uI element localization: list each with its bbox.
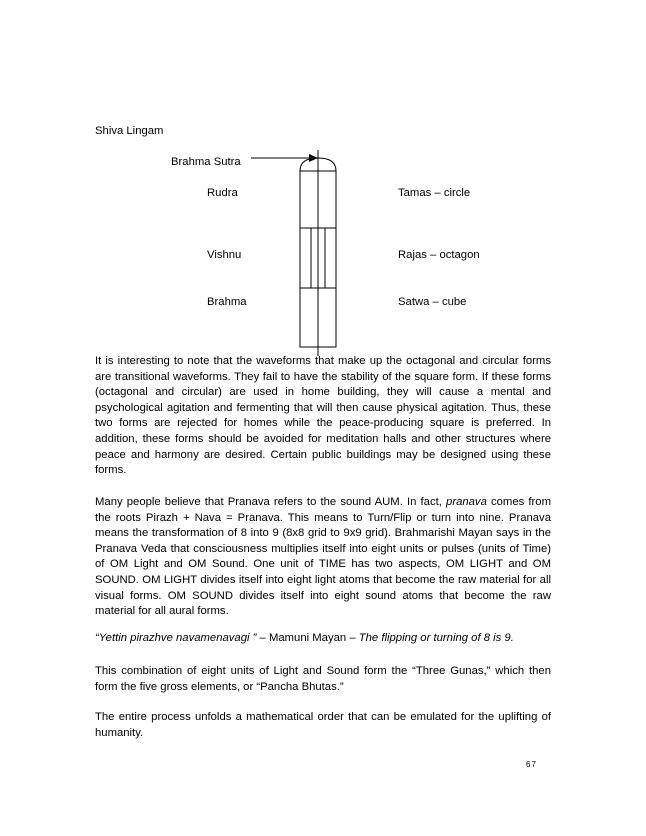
quote-tamil: “Yettin pirazhve navamenavagi ” (95, 632, 257, 644)
paragraph-mathematical-order (95, 710, 551, 741)
quote-line (95, 631, 551, 647)
right-label-tamas: Tamas – circle (398, 187, 471, 199)
right-label-rajas: Rajas – octagon (398, 249, 480, 261)
right-label-satwa: Satwa – cube (398, 296, 467, 308)
pranava-text-start: Many people believe that Pranava refers to the sound AUM. In fact, (95, 496, 447, 508)
page-number: 67 (526, 760, 537, 769)
left-label-vishnu: Vishnu (207, 249, 242, 261)
paragraph-three-gunas (95, 664, 551, 695)
quote-attribution: – Mamuni Mayan – (256, 632, 359, 644)
paragraph-waveforms-text: It is interesting to note that the waveforms that make up the octagonal and circular forms are transitional waveforms. They fail to have the stability of the square form. If these forms (octagonal and circular) are used in home building, they will cause a mental and psychological agitation and fermenting that will then cause physical agitation. Thus, these two forms are rejected for homes while the peace-producing square is preferred. In addition, these forms should be avoided for meditation halls and other structures where peace and harmony are desired. Certain public buildings may be designed using these forms. (95, 355, 551, 477)
pointer-label-brahma-sutra: Brahma Sutra (171, 156, 241, 168)
paragraph-three-gunas-text: This combination of eight units of Light and Sound form the “Three Gunas,” which then form the five gross elements, or “Pancha Bhutas.” (95, 665, 551, 693)
section-heading: Shiva Lingam (95, 125, 164, 137)
left-label-brahma: Brahma (207, 296, 247, 308)
pranava-italic-term: pranava (446, 496, 487, 508)
left-label-rudra: Rudra (207, 187, 238, 199)
pranava-text-end: comes from the roots Pirazh + Nava = Pranava. This means to Turn/Flip or turn into nine. Pranava means the transformation of 8 into 9 (8x8 grid to 9x9 grid). Brahmarishi Mayan says in the Pranava Veda that consciousness multiplies itself into eight units or pulses (units of Time) of OM Light and OM Sound. One unit of TIME has two aspects, OM LIGHT and OM SOUND. OM LIGHT divides itself into eight light atoms that become the raw material for all visual forms. OM SOUND divides itself into eight sound atoms that become the raw material for all aural forms. (95, 496, 551, 618)
paragraph-pranava (95, 495, 551, 620)
quote-translation: The flipping or turning of 8 is 9. (358, 632, 514, 644)
paragraph-waveforms (95, 354, 551, 479)
paragraph-mathematical-order-text: The entire process unfolds a mathematical order that can be emulated for the uplifting of humanity. (95, 711, 551, 739)
